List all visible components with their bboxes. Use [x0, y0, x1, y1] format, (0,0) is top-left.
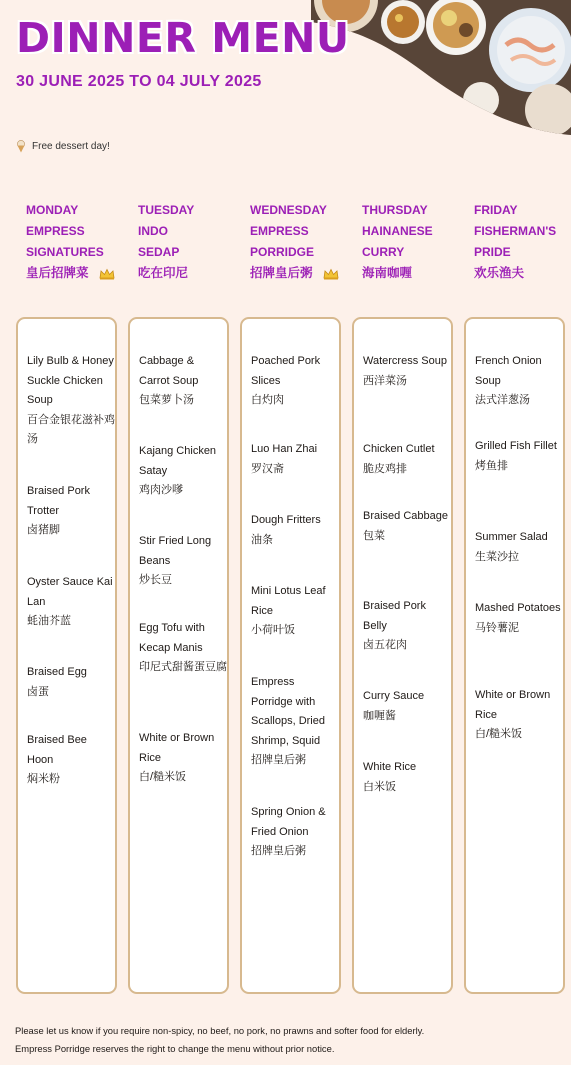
theme-name-chinese-text: 招牌皇后粥	[250, 266, 313, 280]
menu-item	[251, 673, 339, 771]
menu-item-english: Braised Egg	[27, 666, 87, 678]
menu-item-chinese: 印尼式甜酱蛋豆腐	[139, 661, 227, 674]
menu-item-english: Mashed Potatoes	[475, 602, 561, 614]
date-range: 30 JUNE 2025 TO 04 JULY 2025	[16, 73, 262, 90]
dessert-note-text: Free dessert day!	[32, 141, 110, 152]
menu-item-chinese: 蚝油芥蓝	[27, 615, 71, 628]
menu-item	[251, 803, 339, 862]
menu-item-chinese: 卤猪脚	[27, 524, 60, 537]
menu-item	[363, 507, 451, 546]
menu-item-english: French Onion Soup	[475, 355, 542, 387]
menu-card-wednesday	[240, 317, 341, 994]
menu-item-chinese: 白/糙米饭	[475, 728, 523, 741]
menu-item-english: Egg Tofu with Kecap Manis	[139, 622, 205, 654]
menu-item-chinese: 油条	[251, 533, 273, 546]
menu-item	[27, 573, 115, 632]
menu-item-chinese: 白灼肉	[251, 394, 284, 407]
menu-item-chinese: 卤蛋	[27, 685, 49, 698]
menu-item	[27, 731, 115, 790]
menu-item-chinese: 招牌皇后粥	[251, 845, 306, 858]
menu-item-english: Summer Salad	[475, 531, 548, 543]
menu-card-tuesday	[128, 317, 229, 994]
menu-item	[251, 511, 339, 550]
theme-name-chinese-text: 皇后招牌菜	[26, 266, 89, 280]
menu-item	[475, 528, 563, 567]
dietary-note: Please let us know if you require non-spicy, no beef, no pork, no prawns and softer food for elderly.	[15, 1025, 425, 1036]
menu-item	[363, 352, 451, 391]
theme-name-line: FISHERMAN'S	[474, 224, 557, 238]
menu-item-chinese: 烤鱼排	[475, 459, 508, 472]
theme-name-chinese	[26, 263, 136, 284]
disclaimer-note: Empress Porridge reserves the right to change the menu without prior notice.	[15, 1043, 335, 1054]
dessert-note	[16, 140, 110, 153]
theme-name-chinese-text: 吃在印尼	[138, 266, 189, 280]
menu-item-english: Empress Porridge with Scallops, Dried Shrimp, Squid	[251, 676, 325, 747]
day-name: TUESDAY	[138, 203, 195, 217]
menu-item-english: Watercress Soup	[363, 355, 447, 367]
menu-item-english: Braised Pork Trotter	[27, 485, 90, 517]
day-name: FRIDAY	[474, 203, 518, 217]
menu-item	[251, 440, 339, 479]
menu-item-english: Curry Sauce	[363, 690, 425, 702]
menu-item-chinese: 西洋菜汤	[363, 374, 407, 387]
menu-item-english: Braised Bee Hoon	[27, 734, 87, 766]
menu-item	[139, 619, 227, 678]
menu-item-english: White or Brown Rice	[139, 732, 215, 764]
theme-name-line: CURRY	[362, 245, 405, 259]
menu-item-english: Braised Cabbage	[363, 510, 449, 522]
theme-name-chinese-text: 海南咖喱	[362, 266, 413, 280]
menu-item-chinese: 白/糙米饭	[139, 771, 187, 784]
menu-item-english: Kajang Chicken Satay	[139, 445, 217, 477]
theme-name-line: HAINANESE	[362, 224, 433, 238]
day-header-friday	[474, 200, 571, 284]
food-photo	[311, 0, 571, 140]
theme-name-line: SIGNATURES	[26, 245, 104, 259]
menu-item	[475, 352, 563, 411]
menu-item	[251, 352, 339, 411]
theme-name-chinese	[474, 263, 571, 284]
day-header-wednesday	[250, 200, 360, 284]
menu-item-english: Oyster Sauce Kai Lan	[27, 576, 113, 608]
menu-item-english: Spring Onion & Fried Onion	[251, 806, 326, 838]
menu-item-chinese: 卤五花肉	[363, 639, 407, 652]
theme-name-chinese	[362, 263, 472, 284]
menu-item-english: Cabbage & Carrot Soup	[139, 355, 199, 387]
theme-name-line: PORRIDGE	[250, 245, 315, 259]
menu-item-english: Poached Pork Slices	[251, 355, 321, 387]
day-name: MONDAY	[26, 203, 79, 217]
menu-item-english: Lily Bulb & Honey Suckle Chicken Soup	[27, 355, 114, 407]
menu-item	[251, 582, 339, 641]
menu-item-chinese: 招牌皇后粥	[251, 754, 306, 767]
menu-item-chinese: 鸡肉沙嗲	[139, 484, 183, 497]
menu-item	[363, 597, 451, 656]
menu-item	[363, 687, 451, 726]
menu-item-english: Braised Pork Belly	[363, 600, 426, 632]
menu-item	[139, 532, 227, 591]
day-name: WEDNESDAY	[250, 203, 327, 217]
theme-name-line: SEDAP	[138, 245, 180, 259]
menu-item	[27, 482, 115, 541]
menu-item-english: White Rice	[363, 761, 417, 773]
theme-name-chinese-text: 欢乐渔夫	[474, 266, 525, 280]
menu-item-chinese: 脆皮鸡排	[363, 462, 407, 475]
menu-item-english: Luo Han Zhai	[251, 443, 318, 455]
menu-item-chinese: 焖米粉	[27, 773, 60, 786]
menu-item	[363, 758, 451, 797]
menu-item	[363, 440, 451, 479]
menu-item-chinese: 罗汉斋	[251, 462, 284, 475]
menu-item	[475, 686, 563, 745]
day-header-thursday	[362, 200, 472, 284]
day-name: THURSDAY	[362, 203, 428, 217]
menu-item	[139, 729, 227, 788]
footer-notes	[15, 1022, 424, 1058]
menu-item	[27, 663, 115, 702]
theme-name-chinese	[138, 263, 248, 284]
menu-item-chinese: 包菜	[363, 529, 385, 542]
menu-item-english: Mini Lotus Leaf Rice	[251, 585, 326, 617]
menu-item-english: Stir Fried Long Beans	[139, 535, 212, 567]
crown-icon	[323, 268, 339, 280]
page-title: DINNER MENU	[16, 14, 350, 62]
menu-item	[139, 442, 227, 501]
menu-item-chinese: 马铃薯泥	[475, 621, 519, 634]
menu-item-chinese: 包菜萝卜汤	[139, 394, 194, 407]
day-header-tuesday	[138, 200, 248, 284]
crown-icon	[99, 268, 115, 280]
menu-item	[27, 352, 115, 450]
ice-cream-icon	[16, 140, 26, 153]
menu-item-english: Chicken Cutlet	[363, 443, 435, 455]
menu-item-english: Dough Fritters	[251, 514, 321, 526]
theme-name-line: EMPRESS	[250, 224, 309, 238]
menu-item-chinese: 白米饭	[363, 780, 396, 793]
menu-item-chinese: 炒长豆	[139, 574, 172, 587]
menu-item	[475, 437, 563, 476]
menu-item-chinese: 生菜沙拉	[475, 550, 519, 563]
menu-item-chinese: 咖喱酱	[363, 709, 396, 722]
menu-item-chinese: 百合金银花滋补鸡汤	[27, 413, 115, 446]
theme-name-line: INDO	[138, 224, 168, 238]
menu-item	[139, 352, 227, 411]
theme-name-line: EMPRESS	[26, 224, 85, 238]
menu-item-chinese: 法式洋葱汤	[475, 394, 530, 407]
day-header-monday	[26, 200, 136, 284]
theme-name-line: PRIDE	[474, 245, 511, 259]
menu-card-thursday	[352, 317, 453, 994]
menu-item-chinese: 小荷叶饭	[251, 624, 295, 637]
menu-item-english: Grilled Fish Fillet	[475, 440, 557, 452]
menu-item	[475, 599, 563, 638]
theme-name-chinese	[250, 263, 360, 284]
menu-card-monday	[16, 317, 117, 994]
menu-item-english: White or Brown Rice	[475, 689, 551, 721]
menu-card-friday	[464, 317, 565, 994]
